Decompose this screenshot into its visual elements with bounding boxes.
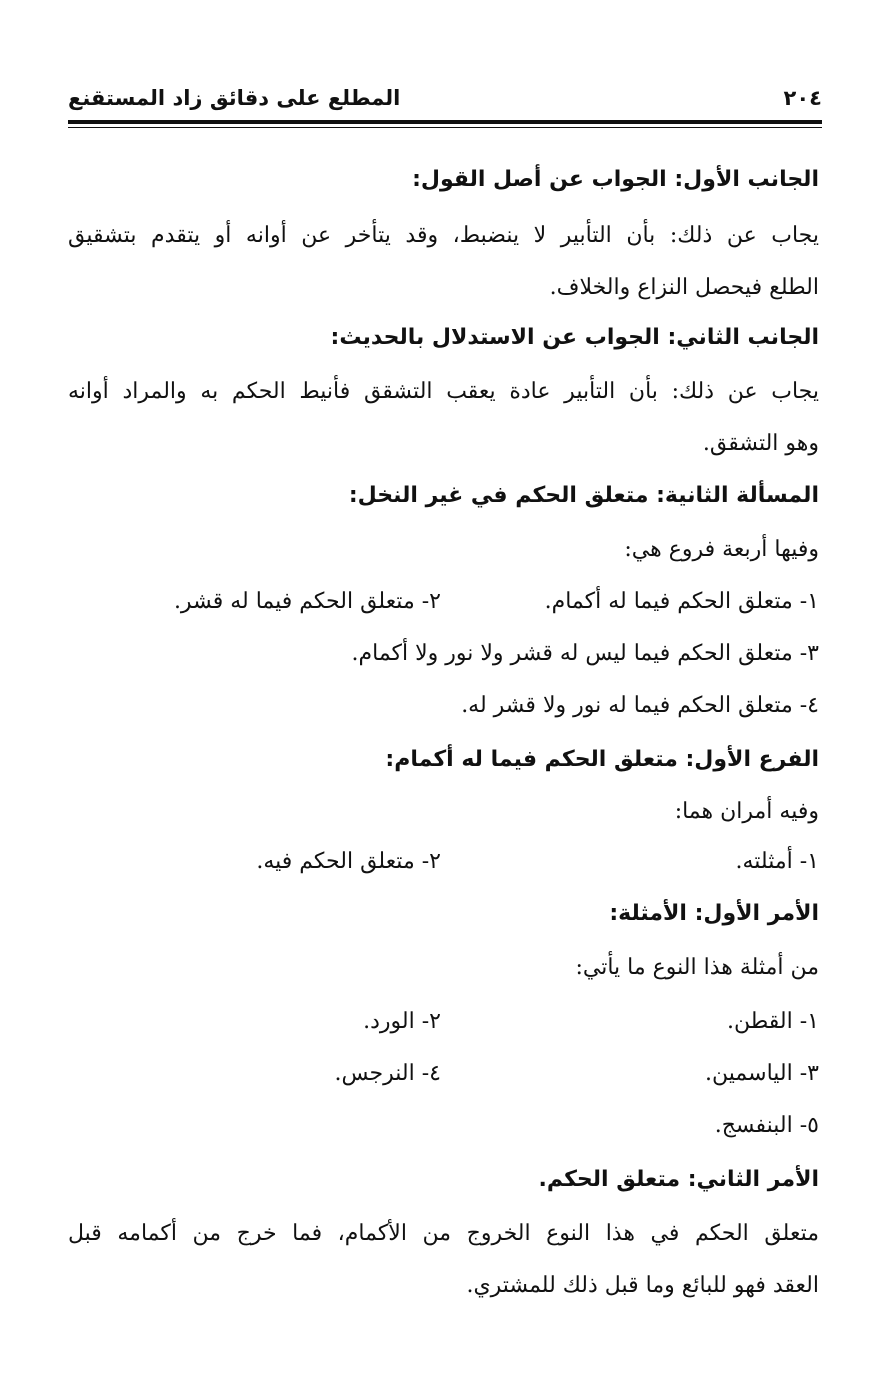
book-title: المطلع على دقائق زاد المستقنع — [68, 86, 401, 110]
list-item: ٥- البنفسج. — [714, 1113, 819, 1138]
list-item: ٤- متعلق الحكم فيما له نور ولا قشر له. — [461, 693, 819, 718]
paragraph-line: العقد فهو للبائع وما قبل ذلك للمشتري. — [466, 1273, 819, 1298]
heading-first-matter: الأمر الأول: الأمثلة: — [609, 901, 819, 926]
page-number: ٢٠٤ — [783, 86, 822, 110]
list-item: ٢- الورد. — [363, 1009, 441, 1034]
paragraph-line: يجاب عن ذلك: بأن التأبير عادة يعقب التشقق فأنيط الحكم به والمراد أوانه — [68, 379, 819, 404]
paragraph-line: متعلق الحكم في هذا النوع الخروج من الأكمام، فما خرج من أكمامه قبل — [68, 1221, 819, 1246]
list-item: ٢- متعلق الحكم فيما له قشر. — [173, 589, 441, 614]
page-header — [68, 80, 822, 116]
list-item: ١- أمثلته. — [735, 849, 819, 874]
branch-row — [68, 576, 819, 628]
heading-second-matter: الأمر الثاني: متعلق الحكم. — [538, 1167, 819, 1192]
header-rule-thin — [68, 127, 822, 128]
matter-row — [68, 836, 819, 888]
paragraph-line: من أمثلة هذا النوع ما يأتي: — [575, 955, 819, 980]
paragraph-line: وفيه أمران هما: — [674, 799, 819, 824]
heading-second-issue: المسألة الثانية: متعلق الحكم في غير النخل: — [348, 483, 819, 508]
example-row — [68, 996, 819, 1048]
list-item: ١- متعلق الحكم فيما له أكمام. — [544, 589, 819, 614]
paragraph-line: يجاب عن ذلك: بأن التأبير لا ينضبط، وقد يتأخر عن أوانه أو يتقدم بتشقيق — [68, 223, 819, 248]
heading-first-aspect: الجانب الأول: الجواب عن أصل القول: — [412, 167, 819, 192]
example-row — [68, 1048, 819, 1100]
list-item: ٢- متعلق الحكم فيه. — [256, 849, 441, 874]
list-item: ٣- متعلق الحكم فيما ليس له قشر ولا نور ولا أكمام. — [351, 641, 819, 666]
list-item: ٤- النرجس. — [334, 1061, 441, 1086]
list-item: ٣- الياسمين. — [705, 1061, 819, 1086]
heading-second-aspect: الجانب الثاني: الجواب عن الاستدلال بالحديث: — [330, 325, 819, 350]
paragraph-line: وهو التشقق. — [702, 431, 819, 456]
header-rule-thick — [68, 120, 822, 124]
paragraph-line: الطلع فيحصل النزاع والخلاف. — [549, 275, 819, 300]
paragraph-line: وفيها أربعة فروع هي: — [624, 537, 819, 562]
list-item: ١- القطن. — [727, 1009, 819, 1034]
heading-first-branch: الفرع الأول: متعلق الحكم فيما له أكمام: — [385, 747, 819, 772]
